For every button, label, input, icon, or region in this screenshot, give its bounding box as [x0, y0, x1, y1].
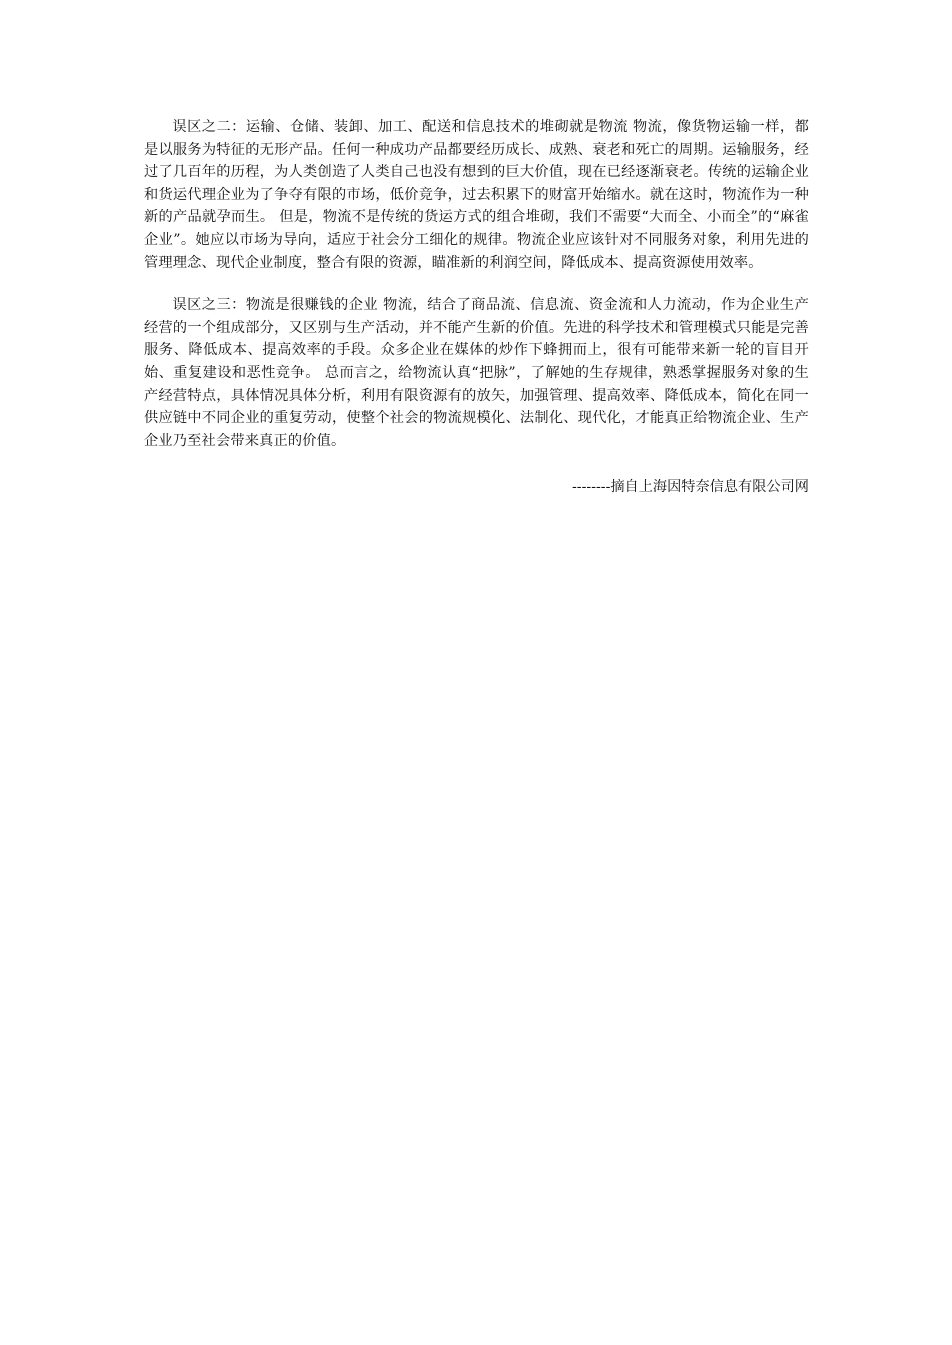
document-page [144, 116, 809, 499]
paragraph-misconception-2: 误区之二：运输、仓储、装卸、加工、配送和信息技术的堆砌就是物流 物流，像货物运输一样，都是以服务为特征的无形产品。任何一种成功产品都要经历成长、成熟、衰老和死亡的周期。运输服务，经过了几百年的历程，为人类创造了人类自己也没有想到的巨大价值，现在已经逐渐衰老。传统的运输企业和货运代理企业为了争夺有限的市场，低价竞争，过去积累下的财富开始缩水。就在这时，物流作为一种新的产品就孕而生。 但是，物流不是传统的货运方式的组合堆砌，我们不需要“大而全、小而全”的“麻雀企业”。她应以市场为导向，适应于社会分工细化的规律。物流企业应该针对不同服务对象，利用先进的管理理念、现代企业制度，整合有限的资源，瞄准新的利润空间，降低成本、提高资源使用效率。 [144, 119, 809, 271]
source-attribution: --------摘自上海因特奈信息有限公司网 [572, 479, 809, 496]
paragraph-misconception-3: 误区之三：物流是很赚钱的企业 物流，结合了商品流、信息流、资金流和人力流动，作为企业生产经营的一个组成部分，又区别与生产活动，并不能产生新的价值。先进的科学技术和管理模式只能是完善服务、降低成本、提高效率的手段。众多企业在媒体的炒作下蜂拥而上，很有可能带来新一轮的盲目开始、重复建设和恶性竞争。 总而言之，给物流认真“把脉”，了解她的生存规律，熟悉掌握服务对象的生产经营特点，具体情况具体分析，利用有限资源有的放矢，加强管理、提高效率、降低成本，简化在同一供应链中不同企业的重复劳动，使整个社会的物流规模化、法制化、现代化，才能真正给物流企业、生产企业乃至社会带来真正的价值。 [144, 297, 809, 449]
